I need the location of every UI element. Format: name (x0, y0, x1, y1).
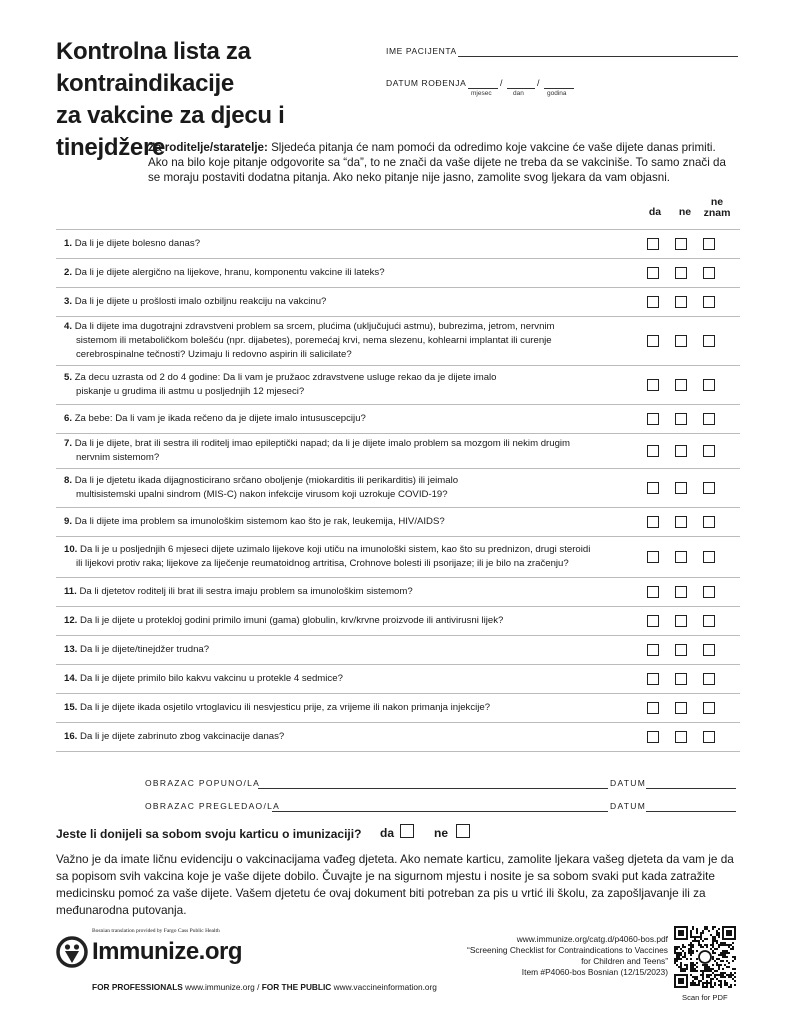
form-filled-label: OBRAZAC POPUNO/LA (145, 778, 261, 788)
answer-checkboxes (647, 731, 715, 743)
immunize-logo-icon (56, 936, 88, 968)
checkbox-no[interactable] (675, 673, 687, 685)
checkbox-dontknow[interactable] (703, 335, 715, 347)
question-number: 11. (64, 586, 77, 597)
dob-year-caption: godina (547, 90, 567, 97)
record-paragraph: Važno je da imate ličnu evidenciju o vakcinacijama vađeg djeteta. Ako nemate karticu, zamolite ljekara vašeg djeteta da vam je da sa popisom svih vakcina koje je vaše dijete dobilo. Čuvajte je na sigurnom mjestu i nosite je sa sobom svaki put kada zatražite medicinsku pomoć za vaše dijete. Vašem djetetu će ovaj dokument biti potreban za pis u vrtić ili školu, za zapošljavanje ili za međunarodna putovanja. (56, 852, 734, 917)
answer-checkboxes (647, 413, 715, 425)
question-text: 16. Da li je dijete zabrinuto zbog vakcinacije danas? (64, 731, 285, 742)
answer-checkboxes (647, 379, 715, 391)
question-row (56, 468, 740, 507)
page-title: Kontrolna lista za kontraindikacije za vakcine za djecu i tinejdžere (56, 38, 285, 161)
checkbox-yes[interactable] (647, 482, 659, 494)
checkbox-dontknow[interactable] (703, 644, 715, 656)
card-yes-checkbox[interactable] (400, 824, 414, 838)
card-no-checkbox[interactable] (456, 824, 470, 838)
answer-checkboxes (647, 516, 715, 528)
checkbox-yes[interactable] (647, 702, 659, 714)
question-text: 14. Da li je dijete primilo bilo kakvu vakcinu u protekle 4 sedmice? (64, 673, 343, 684)
checkbox-no[interactable] (675, 482, 687, 494)
form-reviewed-label: OBRAZAC PREGLEDAO/LA (145, 801, 281, 811)
qr-code-icon[interactable] (674, 926, 736, 988)
checkbox-dontknow[interactable] (703, 413, 715, 425)
question-text: 9. Da li dijete ima problem sa imunološkim sistemom kao što je rak, leukemija, HIV/AIDS? (64, 516, 445, 527)
checkbox-no[interactable] (675, 445, 687, 457)
checkbox-dontknow[interactable] (703, 615, 715, 627)
question-row (56, 664, 740, 693)
question-number: 8. (64, 475, 73, 486)
question-text: 1. Da li je dijete bolesno danas? (64, 238, 201, 249)
question-number: 9. (64, 516, 73, 527)
question-row (56, 693, 740, 722)
checkbox-dontknow[interactable] (703, 673, 715, 685)
checkbox-yes[interactable] (647, 731, 659, 743)
answer-checkboxes (647, 267, 715, 279)
question-row (56, 606, 740, 635)
checkbox-dontknow[interactable] (703, 296, 715, 308)
question-text: 2. Da li je dijete alergično na lijekove, hranu, komponentu vakcine ili lateks? (64, 267, 385, 278)
form-reviewed-date-field[interactable] (646, 799, 736, 812)
question-row (56, 635, 740, 664)
professionals-link[interactable]: www.immunize.org (185, 982, 255, 992)
question-number: 7. (64, 438, 73, 449)
qr-caption: Scan for PDF (682, 993, 728, 1002)
form-reviewed-field[interactable] (272, 799, 608, 812)
question-row (56, 365, 740, 404)
column-dontknow-header: ne znam (703, 196, 731, 219)
column-no-header: ne (678, 206, 692, 218)
document-info: www.immunize.org/catg.d/p4060-bos.pdf “Screening Checklist for Contraindications to Vaccines for Children and Teens” Item #P4060-bos Bosnian (12/15/2023) (420, 934, 668, 978)
question-text: 15. Da li je dijete ikada osjetilo vrtoglavicu ili nesvjesticu prije, za vrijeme ili nakon primanja injekcije? (64, 702, 491, 713)
answer-checkboxes (647, 615, 715, 627)
question-number: 6. (64, 413, 73, 424)
checkbox-no[interactable] (675, 238, 687, 250)
question-text: 12. Da li je dijete u protekloj godini primilo imuni (gama) globulin, krv/krvne proizvode ili antivirusni lijek? (64, 615, 504, 626)
question-row (56, 404, 740, 433)
answer-checkboxes (647, 296, 715, 308)
question-row (56, 536, 740, 577)
patient-name-label: IME PACIJENTA (386, 46, 457, 56)
card-yes-label: da (380, 826, 395, 840)
dob-day-field[interactable] (507, 76, 535, 89)
checkbox-yes[interactable] (647, 267, 659, 279)
answer-checkboxes (647, 673, 715, 685)
checkbox-dontknow[interactable] (703, 445, 715, 457)
answer-checkboxes (647, 482, 715, 494)
question-row (56, 316, 740, 365)
question-row (56, 433, 740, 468)
translation-credit: Bosnian translation provided by Fargo Cass Public Health (92, 928, 220, 934)
intro-paragraph: Za roditelje/staratelje: Sljedeća pitanja će nam pomoći da odredimo koje vakcine će vaše dijete danas primiti. Ako na bilo koje pitanje odgovorite sa “da”, to ne znači da vaše dijete ne treba da se vakciniše. To samo znači da se moraju postaviti dodatna pitanja. Ako neko pitanje nije jasno, zamolite svog ljekara da vam objasni. (148, 141, 726, 185)
dob-month-field[interactable] (468, 76, 498, 89)
checkbox-dontknow[interactable] (703, 379, 715, 391)
question-text: 13. Da li je dijete/tinejdžer trudna? (64, 644, 210, 655)
checkbox-yes[interactable] (647, 586, 659, 598)
checkbox-dontknow[interactable] (703, 516, 715, 528)
question-number: 15. (64, 702, 78, 713)
dob-month-caption: mjesec (471, 90, 492, 97)
checkbox-dontknow[interactable] (703, 702, 715, 714)
question-row (56, 229, 740, 258)
dob-day-caption: dan (513, 90, 524, 97)
form-reviewed-date-label: DATUM (610, 801, 647, 811)
public-link[interactable]: www.vaccineinformation.org (333, 982, 437, 992)
checkbox-yes[interactable] (647, 238, 659, 250)
checkbox-yes[interactable] (647, 335, 659, 347)
card-question: Jeste li donijeli sa sobom svoju karticu o imunizaciji? (56, 827, 362, 841)
dob-year-field[interactable] (544, 76, 574, 89)
question-row (56, 722, 740, 752)
question-text: 11. Da li djetetov roditelj ili brat ili sestra imaju problem sa imunološkim sistemom? (64, 586, 413, 597)
question-text: 7. Da li je dijete, brat ili sestra ili roditelj imao epileptički napad; da li je dijete imalo problem sa mozgom ili nekim drugim nervnim sistemom? (64, 438, 571, 463)
document-url[interactable]: www.immunize.org/catg.d/p4060-bos.pdf (516, 934, 668, 944)
question-text: 6. Za bebe: Da li vam je ikada rečeno da je dijete imalo intususcepciju? (64, 413, 366, 424)
question-text: 3. Da li je dijete u prošlosti imalo ozbiljnu reakciju na vakcinu? (64, 296, 327, 307)
question-number: 13. (64, 644, 78, 655)
checkbox-no[interactable] (675, 516, 687, 528)
checkbox-dontknow[interactable] (703, 551, 715, 563)
checkbox-yes[interactable] (647, 516, 659, 528)
footer-links: FOR PROFESSIONALS www.immunize.org / FOR THE PUBLIC www.vaccineinformation.org (92, 982, 437, 992)
answer-checkboxes (647, 702, 715, 714)
checkbox-no[interactable] (675, 267, 687, 279)
checkbox-dontknow[interactable] (703, 267, 715, 279)
checkbox-yes[interactable] (647, 379, 659, 391)
form-filled-date-field[interactable] (646, 776, 736, 789)
question-row (56, 507, 740, 536)
checkbox-dontknow[interactable] (703, 586, 715, 598)
immunize-logo: Immunize.org (92, 938, 243, 965)
answer-checkboxes (647, 551, 715, 563)
checkbox-dontknow[interactable] (703, 482, 715, 494)
checkbox-yes[interactable] (647, 445, 659, 457)
checkbox-no[interactable] (675, 615, 687, 627)
answer-checkboxes (647, 644, 715, 656)
checkbox-no[interactable] (675, 731, 687, 743)
dob-label: DATUM ROĐENJA (386, 78, 467, 88)
checkbox-yes[interactable] (647, 296, 659, 308)
answer-checkboxes (647, 586, 715, 598)
question-number: 14. (64, 673, 78, 684)
question-row (56, 258, 740, 287)
question-text: 10. Da li je u posljednjih 6 mjeseci dijete uzimalo lijekove koji utiču na imunološki sistem, kao što su prednizon, drugi steroidi ili lijekovi protiv raka; lijekove za liječenje reumatoidnog artritisa, Crohnove bolesti ili psorijaze; ili je bilo na zračenju? (64, 544, 591, 569)
question-text: 5. Za decu uzrasta od 2 do 4 godine: Da li vam je pružaoc zdravstvene usluge rekao da je dijete imalo piskanje u grudima ili astmu u posljednjih 12 mjeseci? (64, 372, 497, 397)
checkbox-dontknow[interactable] (703, 731, 715, 743)
checkbox-yes[interactable] (647, 673, 659, 685)
question-number: 1. (64, 238, 73, 249)
question-number: 10. (64, 544, 78, 555)
answer-checkboxes (647, 335, 715, 347)
question-number: 2. (64, 267, 73, 278)
question-row (56, 577, 740, 606)
answer-checkboxes (647, 445, 715, 457)
question-number: 5. (64, 372, 73, 383)
checkbox-yes[interactable] (647, 413, 659, 425)
form-filled-date-label: DATUM (610, 778, 647, 788)
checkbox-no[interactable] (675, 586, 687, 598)
question-row (56, 287, 740, 316)
checkbox-no[interactable] (675, 551, 687, 563)
checkbox-dontknow[interactable] (703, 238, 715, 250)
column-yes-header: da (648, 206, 662, 218)
checkbox-no[interactable] (675, 644, 687, 656)
patient-name-field[interactable] (458, 44, 738, 57)
checkbox-yes[interactable] (647, 551, 659, 563)
answer-checkboxes (647, 238, 715, 250)
checkbox-yes[interactable] (647, 644, 659, 656)
checkbox-yes[interactable] (647, 615, 659, 627)
question-number: 4. (64, 321, 73, 332)
checkbox-no[interactable] (675, 413, 687, 425)
questions-table (56, 229, 740, 752)
card-no-label: ne (434, 826, 449, 840)
checkbox-no[interactable] (675, 335, 687, 347)
question-number: 3. (64, 296, 73, 307)
question-text: 4. Da li dijete ima dugotrajni zdravstveni problem sa srcem, plućima (uključujući astmu), bubrezima, jetrom, nervnim sistemom ili metaboličkom bolešću (npr. dijabetes), poremećaj krvi, nema slezenu, kohlearni implantat ili curenje cerebrospinalne tečnosti? Uzimaju li redovno aspirin ili salicilate? (64, 321, 555, 360)
checkbox-no[interactable] (675, 296, 687, 308)
checkbox-no[interactable] (675, 702, 687, 714)
question-number: 16. (64, 731, 78, 742)
question-number: 12. (64, 615, 78, 626)
form-filled-field[interactable] (258, 776, 608, 789)
checkbox-no[interactable] (675, 379, 687, 391)
question-text: 8. Da li je djetetu ikada dijagnosticirano srčano oboljenje (miokarditis ili perikarditis) ili jeimalo multisistemski upalni sindrom (MIS-C) nakon infekcije virusom koji uzrokuje COVID-19? (64, 475, 459, 500)
